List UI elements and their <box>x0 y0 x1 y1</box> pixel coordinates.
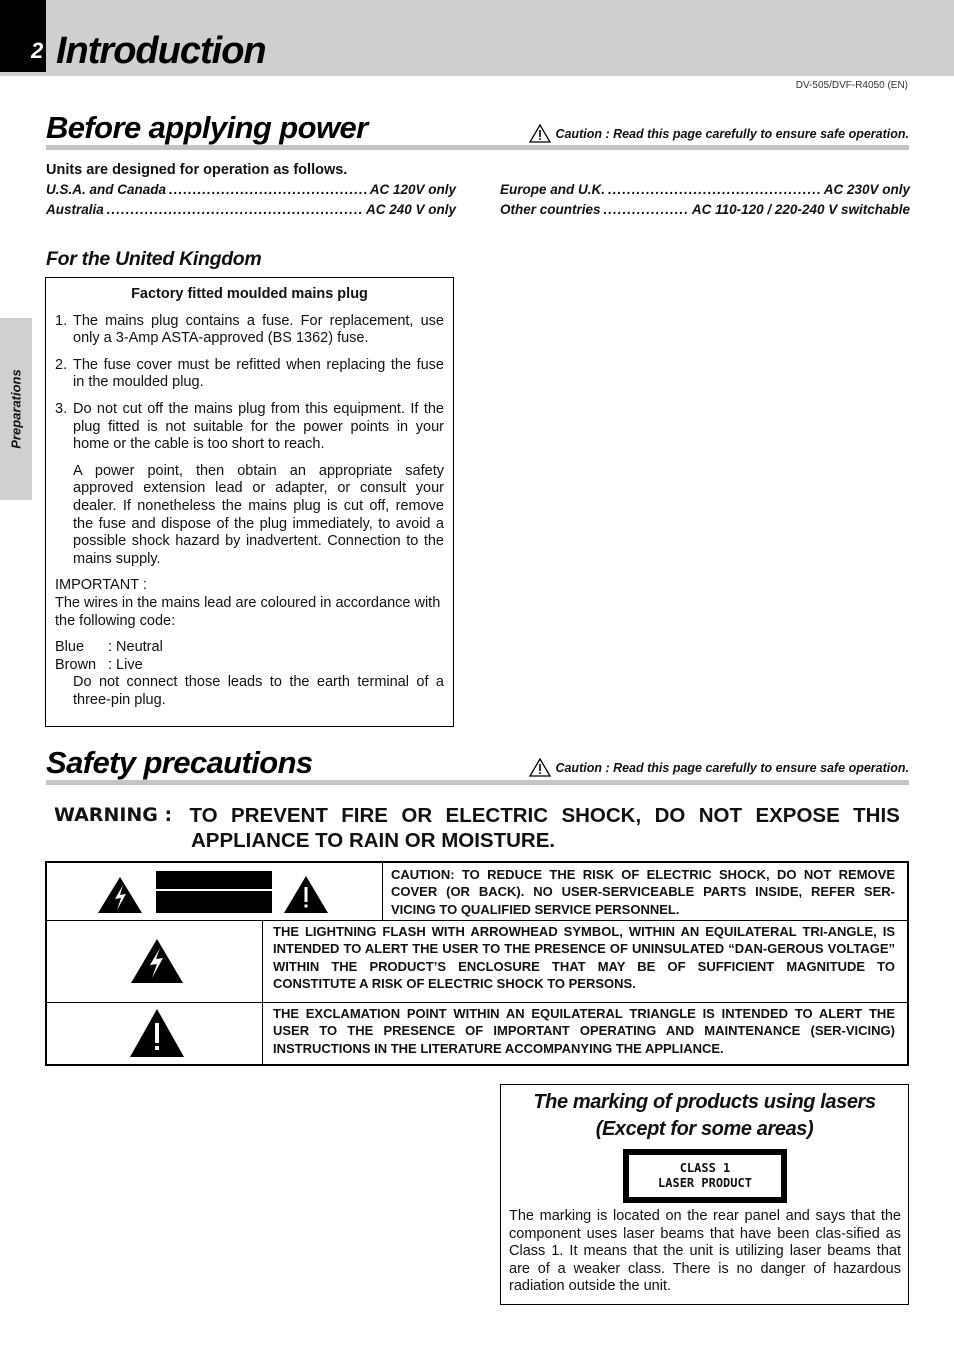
uk-plug-box <box>45 277 454 727</box>
important-block <box>55 577 444 630</box>
list-item: 2. The fuse cover must be refitted when replacing the fuse in the moulded plug. <box>55 356 444 391</box>
caution-cell-text: CAUTION: TO REDUCE THE RISK OF ELECTRIC SHOCK, DO NOT REMOVE COVER (OR BACK). NO USER-SERVICEABLE PARTS INSIDE, REFER SER-VICING TO QUALIFIED SERVICE PERSONNEL. <box>391 867 895 917</box>
model-number: DV-505/DVF-R4050 (EN) <box>795 80 908 91</box>
laser-description: The marking is located on the rear panel and says that the component uses laser beams that have been clas-sified as Class 1. It means that the unit is utilizing laser beams that are of a weaker class. There is no danger of hazardous radiation outside the unit. <box>509 1208 901 1295</box>
important-text: The wires in the mains lead are coloured in accordance with the following code: <box>55 594 441 629</box>
wire-row: Brown : Live <box>55 656 143 673</box>
warning-statement: WARNING : TO PREVENT FIRE OR ELECTRIC SHOCK, DO NOT EXPOSE THIS APPLIANCE TO RAIN OR MOISTURE. <box>54 804 900 852</box>
wire-row: Blue : Neutral <box>55 639 163 656</box>
spec-region: U.S.A. and Canada <box>46 182 167 197</box>
warning-line2: APPLIANCE TO RAIN OR MOISTURE. <box>191 829 556 852</box>
caution-plate <box>156 871 272 913</box>
laser-marking-box <box>500 1084 909 1305</box>
spec-region: Europe and U.K. <box>500 182 606 197</box>
lightning-triangle-icon <box>47 921 263 1003</box>
exclamation-description: THE EXCLAMATION POINT WITHIN AN EQUILATERAL TRIANGLE IS INTENDED TO ALERT THE USER TO THE PRESENCE OF IMPORTANT OPERATING AND MAINTENANCE (SER-VICING) INSTRUCTIONS IN THE LITERATURE ACCOMPANYING THE APPLIANCE. <box>273 1006 895 1056</box>
spec-voltage: AC 230V only <box>823 182 910 197</box>
spec-row <box>46 182 456 197</box>
uk-box-title: Factory fitted moulded mains plug <box>131 286 368 302</box>
caution-icon <box>529 124 551 143</box>
caution-label-cell <box>47 863 383 921</box>
spec-voltage: AC 110-120 / 220-240 V switchable <box>691 202 910 217</box>
warning-label: WARNING : <box>54 804 173 826</box>
units-heading: Units are designed for operation as follows. <box>46 162 348 178</box>
wire-note: Do not connect those leads to the earth terminal of a three-pin plug. <box>73 674 444 708</box>
wire-codes <box>55 639 444 674</box>
caution-label-graphic <box>47 863 383 921</box>
lightning-description: THE LIGHTNING FLASH WITH ARROWHEAD SYMBOL, WITHIN AN EQUILATERAL TRI-ANGLE, IS INTENDED TO ALERT THE USER TO THE PRESENCE OF UNINSULATED “DAN-GEROUS VOLTAGE” WITHIN THE PRODUCT’S ENCLOSURE THAT MAY BE OF SUFFICIENT MAGNITUDE TO CONSTITUTE A RISK OF ELECTRIC SHOCK TO PERSONS. <box>273 924 895 991</box>
spec-region: Australia <box>46 202 104 217</box>
spec-voltage: AC 120V only <box>369 182 456 197</box>
list-item: 3. Do not cut off the mains plug from this equipment. If the plug fitted is not suitable for the power points in your home or the cable is too short to reach. <box>55 400 444 453</box>
safety-symbols-table <box>45 861 909 1066</box>
safety-caution <box>529 758 909 777</box>
section-rule <box>46 145 909 150</box>
before-power-title: Before applying power <box>46 110 368 145</box>
lightning-triangle-icon <box>98 877 142 913</box>
table-row <box>47 1003 907 1064</box>
spec-row <box>500 182 910 197</box>
exclamation-triangle-icon <box>284 876 328 913</box>
spec-voltage: AC 240 V only <box>365 202 456 217</box>
safety-title: Safety precautions <box>46 745 313 780</box>
spec-row <box>46 202 456 217</box>
caution-icon <box>529 758 551 777</box>
laser-title: The marking of products using lasers (Except for some areas) <box>533 1091 876 1140</box>
spec-row <box>500 202 910 217</box>
before-power-caution <box>529 124 909 143</box>
important-label: IMPORTANT : <box>55 577 147 594</box>
caution-text: Caution : Read this page carefully to ensure safe operation. <box>555 760 909 775</box>
caution-text: Caution : Read this page carefully to ensure safe operation. <box>555 126 909 141</box>
uk-item3-continued: A power point, then obtain an appropriate safety approved extension lead or adapter, or consult your dealer. If nonetheless the mains plug is cut off, remove the fuse and dispose of the plug immediately, to avoid a possible shock hazard by inadvertent. Connection to the mains supply. <box>73 462 444 567</box>
table-row <box>47 921 907 1003</box>
class1-laser-label: CLASS 1 LASER PRODUCT <box>623 1149 787 1203</box>
page-title: Introduction <box>56 30 266 72</box>
uk-heading: For the United Kingdom <box>46 248 262 270</box>
table-row <box>47 863 907 921</box>
exclamation-icon-cell <box>47 1003 263 1064</box>
exclamation-triangle-icon <box>47 1003 263 1064</box>
side-tab-label: Preparations <box>8 369 24 449</box>
list-item: 1. The mains plug contains a fuse. For replacement, use only a 3-Amp ASTA-approved (BS 1362) fuse. <box>55 312 444 347</box>
section-rule <box>46 780 909 785</box>
lightning-icon-cell <box>47 921 263 1002</box>
spec-region: Other countries <box>500 202 601 217</box>
page-number: 2 <box>31 38 44 63</box>
